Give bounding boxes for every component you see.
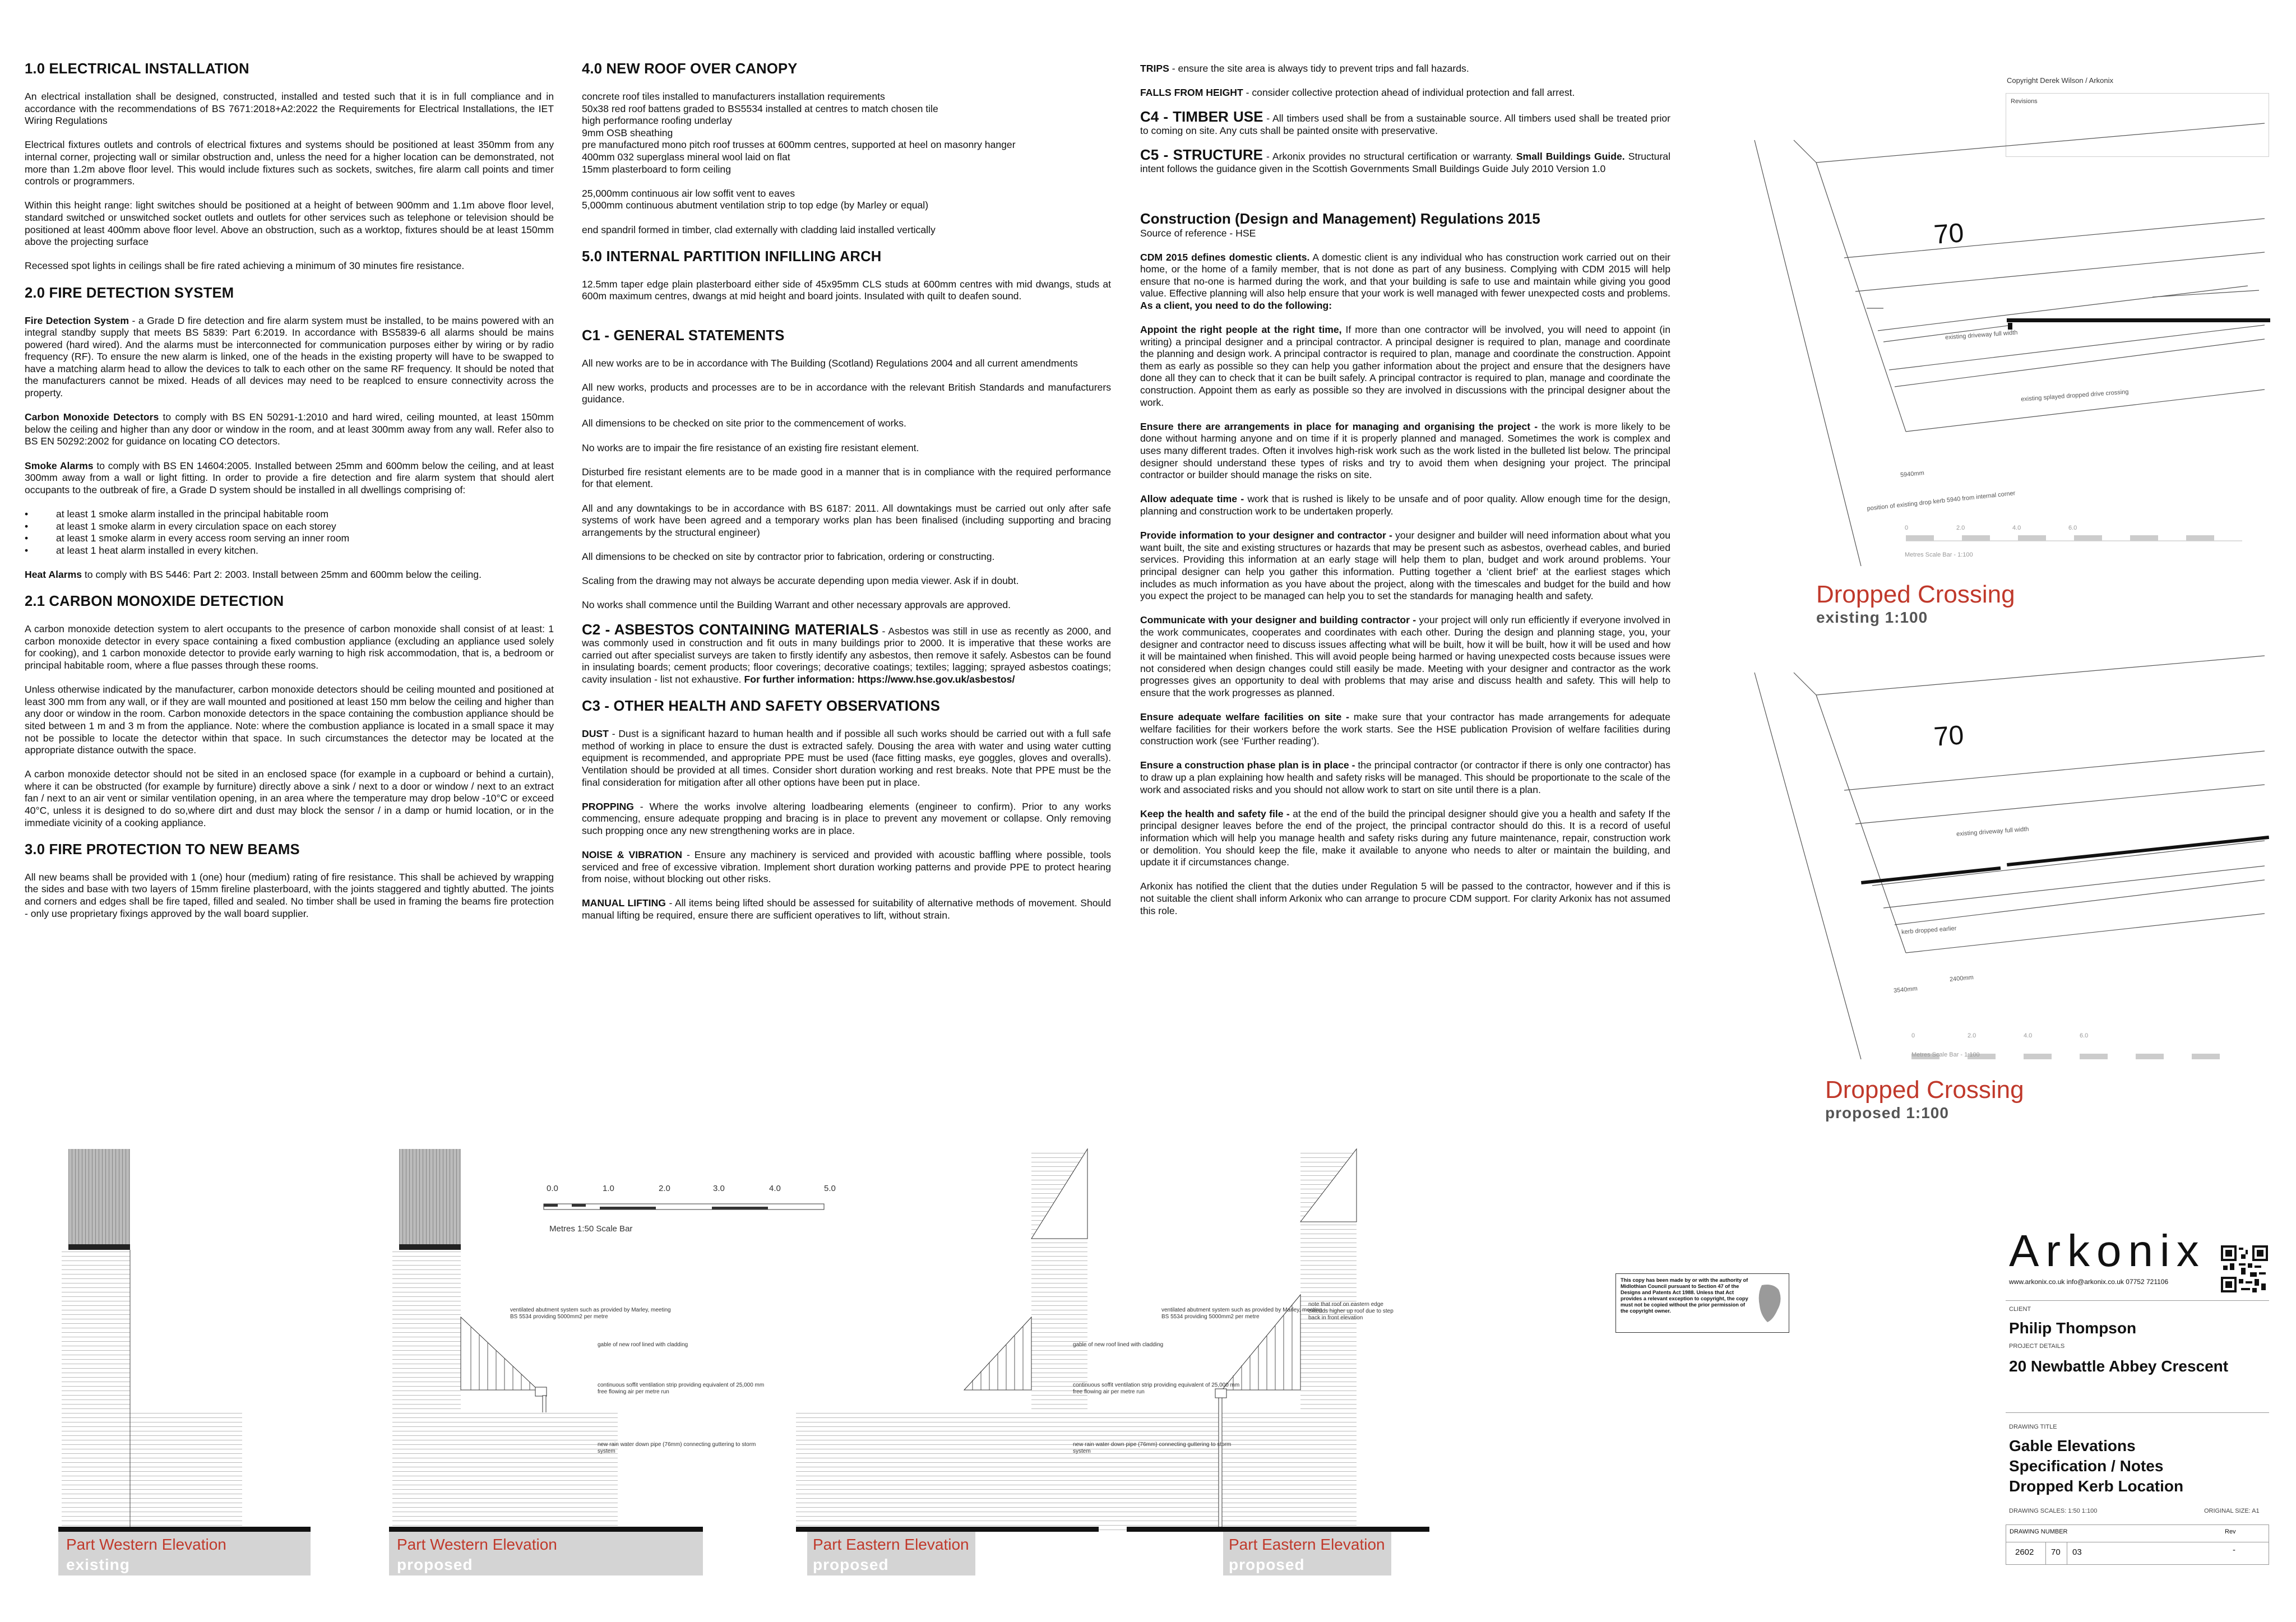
text: - All timbers used shall be from a sustainable source. All timbers used shall be treated prior to coming on site. Any cuts shall be painted onsite with preservative. (1140, 113, 1671, 136)
house-number: 70 (1933, 720, 1965, 752)
lead: MANUAL LIFTING (582, 897, 666, 909)
para: Scaling from the drawing may not always be accurate depending upon media viewer. Ask if in doubt. (582, 575, 1019, 587)
para: Recessed spot lights in ceilings shall be fire rated achieving a minimum of 30 minutes fire resistance. (25, 260, 465, 272)
elevation-subtitle: proposed (397, 1556, 473, 1573)
text: Structural intent follows the guidance given in the Scottish Governments Small Buildings Guide July 2010 Version 1.0 (1140, 151, 1670, 174)
copyright-notice-text: This copy has been made by or with the authority of Midlothian Council pursuant to Section 47 of the Designs and Patents Act 1988. Unless that Act provides a relevant exception to copyright, the copy must not be copied without the prior permission of the copyright owner. (1621, 1277, 1748, 1314)
scale-tick: 5.0 (824, 1184, 836, 1193)
heading-electrical: 1.0 ELECTRICAL INSTALLATION (25, 61, 249, 77)
para: Within this height range: light switches should be positioned at a height of between 900mm and 1.1m above floor level, standard switched or unswitched socket outlets and outlets for other services such as telephone or television should be positioned at least 400mm above floor level. Above an obstruction, such as a worktop, fixtures should be at least 150mm above the projecting surface (25, 200, 554, 248)
text: - consider collective protection ahead of individual protection and fall arrest. (1243, 87, 1575, 99)
scale-tick: 6.0 (2068, 525, 2077, 531)
heading-c5: C5 - STRUCTURE (1140, 146, 1263, 164)
list-item: • at least 1 smoke alarm in every access room serving an inner room (25, 532, 554, 545)
lead: Ensure a construction phase plan is in place - (1140, 759, 1355, 771)
line: concrete roof tiles installed to manufacturers installation requirements (582, 91, 885, 102)
text: A domestic client is any individual who has construction work carried out on their home, or the home of a family member, that is not done as part of any business. Complying with CDM 2015 will help ensure that no-one is harmed during the work, and that your building is safe to use and maintain while giving you good value. Effective planning will also help ensure that your work is well managed with fewer unexpected costs and problems. (1140, 251, 1670, 299)
elevation-subtitle: proposed (813, 1556, 889, 1573)
text: If more than one contractor will be involved, you will need to appoint (in writing) a principal designer and a principal contractor. A principal designer is required to plan, manage and coordinate the planning and design work. A principal contractor is required to plan, manage and coordinate the construction. Appoint them as early as possible so they can help you gather information about the project and ensure that the designers have done all they can to check that it can be built safely. A principal contractor is required to plan, manage and coordinate the construction. Appoint them as early as possible so they are involved in discussions with the principal designer about the work. (1140, 324, 1670, 408)
para: An electrical installation shall be designed, constructed, installed and tested such that it is in full compliance and in accordance with the recommendations of BS 7671:2018+A2:2022 the Requirements for Electrical Installations, the IET Wiring Regulations (25, 91, 554, 127)
contact-details: www.arkonix.co.uk info@arkonix.co.uk 07752 721106 (2009, 1278, 2169, 1286)
elevation-east-proposed-2 (1065, 1149, 1368, 1530)
line: pre manufactured mono pitch roof trusses at 600mm centres, supported at heel on masonry hanger (582, 139, 1016, 151)
drawing-title-label: DRAWING TITLE (2009, 1424, 2057, 1430)
para: All dimensions to be checked on site by contractor prior to fabrication, ordering or constructing. (582, 551, 995, 562)
scale-tick: 0 (1911, 1032, 1915, 1039)
annotation: ventilated abutment system such as provided by Marley, meeting BS 5534 providing 5000mm2 per metre (510, 1307, 671, 1320)
annotation: new rain water down pipe (76mm) connecting guttering to storm system (1073, 1442, 1232, 1454)
para: A carbon monoxide detector should not be sited in an enclosed space (for example in a cupboard or behind a curtain), where it can be obstructed (for example by furniture) directly above a sink / next to a door or window / next to an extract fan / next to an air vent or similar ventilation opening, in an area where the temperature may drop below -10°C or exceed 40°C, unless it is designed to do so,where dirt and dust may block the sensor / in a damp or humid location, or in the immediate vicinity of a cooking appliance. (25, 768, 554, 828)
para (1140, 759, 1670, 796)
scale-bar-label: Metres 1:50 Scale Bar (549, 1224, 633, 1234)
para (1140, 324, 1670, 409)
annotation: ventilated abutment system such as provided by Marley, meeting BS 5534 providing 5000mm2 per metre (1161, 1307, 1322, 1320)
elevation-subtitle: proposed (1229, 1556, 1305, 1573)
para: Unless otherwise indicated by the manufacturer, carbon monoxide detectors should be ceiling mounted and positioned at least 300 mm from any wall, or if they are wall mounted and positioned at least 150 mm below the ceiling and higher than any door or window in the room. Carbon monoxide detectors in the space containing the combustion appliance should be sited between 1 m and 3 m from the appliance. Note: where the combustion appliance is located in a small space it may not be possible to locate the detector within that space. In such circumstances the detector may be located at the appropriate distance outwith the space. (25, 684, 554, 756)
site-plan-proposed (1738, 673, 2276, 1065)
scale-tick: 2.0 (1968, 1032, 1976, 1039)
para (1140, 63, 1670, 75)
lead: Small Buildings Guide. (1516, 151, 1625, 163)
line: 400mm 032 superglass mineral wool laid on flat (582, 151, 790, 163)
list-item: • at least 1 heat alarm installed in every kitchen. (25, 545, 554, 557)
para (1140, 493, 1670, 517)
text: - ensure the site area is always tidy to prevent trips and fall hazards. (1169, 63, 1469, 74)
vent-spec (582, 188, 1111, 212)
drawing-scales: DRAWING SCALES: 1:50 1:100 (2009, 1508, 2098, 1514)
scale-bar-1-50 (544, 1198, 835, 1221)
revision-value: - (2233, 1545, 2235, 1555)
text: - Where the works involve altering loadbearing elements (engineer to confirm). Prior to any works commencing, ensure adequate propping and bracing is in place to prevent any movement or collapse. Only removing such propping once any new strengthening works are in place. (582, 800, 1111, 836)
heading-c1: C1 - GENERAL STATEMENTS (582, 327, 785, 344)
qr-code-icon (2221, 1245, 2268, 1292)
site-label: existing driveway full width (1945, 329, 2018, 341)
drawing-number-part: 70 (2051, 1547, 2061, 1557)
client-name: Philip Thompson (2009, 1319, 2137, 1337)
scale-tick: 4.0 (2012, 525, 2021, 531)
text: - Dust is a significant hazard to human health and if possible all such works should be carried out with a full safe method of working in place to ensure the dust is extracted safely. Dousing the area with water and using water cutting equipment is recommended, and appropriate PPE must be used (face fitting masks, eye goggles, gloves and overalls). Ventilation should be provided at all times. Consider short duration working and rest breaks. Note that PPE must be the final consideration for mitigation after all other options have been put in place. (582, 728, 1111, 788)
revisions-label: Revisions (2011, 98, 2038, 105)
text: work that is rushed is likely to be unsafe and of poor quality. Allow enough time for the design, planning and construction work to be undertaken properly. (1140, 493, 1670, 517)
roof-spec (582, 91, 1111, 175)
para (1140, 252, 1670, 312)
heading-cdm: Construction (Design and Management) Regulations 2015 (1140, 210, 1540, 227)
annotation: continuous soffit ventilation strip providing equivalent of 25,000 mm free flowing air per metre run (1073, 1382, 1240, 1395)
lead: As a client, you need to do the following: (1140, 299, 1332, 311)
lead: Appoint the right people at the right time, (1140, 324, 1342, 336)
para: No works are to impair the fire resistance of an existing fire resistant element. (582, 442, 919, 453)
scale-tick: 2.0 (1956, 525, 1965, 531)
para (1140, 614, 1670, 699)
para: A carbon monoxide detection system to alert occupants to the presence of carbon monoxide shall consist of at least: 1 carbon monoxide detector in every space containing a fixed combustion appliance (excluding an appliance used solely for cooking), and 1 carbon monoxide detector to provide early warning to high risk accommodation, that is, a bedroom or principal habitable room, where a flue passes through these rooms. (25, 623, 554, 671)
lead: Ensure adequate welfare facilities on site - (1140, 711, 1350, 723)
para: All dimensions to be checked on site prior to the commencement of works. (582, 418, 906, 429)
scale-tick: 0 (1905, 525, 1909, 531)
elevation-title: Part Eastern Elevation (813, 1536, 969, 1553)
lead: DUST (582, 728, 609, 740)
para (25, 460, 554, 497)
list-item: • at least 1 smoke alarm in every circulation space on each storey (25, 521, 554, 533)
heading-co-detection: 2.1 CARBON MONOXIDE DETECTION (25, 594, 284, 610)
heading-fire-beams: 3.0 FIRE PROTECTION TO NEW BEAMS (25, 841, 300, 858)
lead: Smoke Alarms (25, 460, 94, 471)
line: 50x38 red roof battens graded to BS5534 installed at centres to match chosen tile (582, 103, 938, 114)
site-plan-existing (1738, 140, 2276, 566)
para: Electrical fixtures outlets and controls of electrical fixtures and systems should be positioned at least 350mm from any internal corner, projecting wall or similar obstruction and, unless the need for a higher location can be demonstrated, not more than 1.2m above floor level. This would include fixtures such as sockets, switches, fire alarm call points and timer controls or programmers. (25, 139, 554, 187)
lead: Provide information to your designer and contractor - (1140, 530, 1392, 541)
drawing-title-line: Dropped Kerb Location (2009, 1477, 2184, 1495)
elevation-subtitle: existing (66, 1556, 130, 1573)
para (25, 411, 554, 448)
text: - Ensure any machinery is serviced and provided with acoustic baffling where possible, tools serviced and free of excessive vibration. Implement short duration working patterns and provide PPE to protect hearing from noise, without blocking out other risks. (582, 849, 1111, 885)
council-crest-icon (1756, 1283, 1783, 1323)
elevation-west-existing (62, 1149, 297, 1530)
elevation-title: Part Eastern Elevation (1229, 1536, 1385, 1553)
drawing-number-part: 03 (2072, 1547, 2082, 1557)
arkonix-logo: Arkonix (2009, 1226, 2206, 1276)
scale-tick: 6.0 (2080, 1032, 2089, 1039)
text: make sure that your contractor has made arrangements for adequate welfare facilities for their workers before the work starts. See the HSE publication Provision of welfare facilities during construction work (see ‘Further reading’). (1140, 711, 1670, 747)
para: No works shall commence until the Building Warrant and other necessary approvals are approved. (582, 599, 1011, 611)
project-label: PROJECT DETAILS (2009, 1343, 2065, 1350)
asbestos-link[interactable]: For further information: https://www.hse.gov.uk/asbestos/ (744, 673, 1015, 685)
heading-fire-detection: 2.0 FIRE DETECTION SYSTEM (25, 285, 234, 301)
para (1140, 808, 1670, 869)
lead: Fire Detection System (25, 314, 129, 326)
para: All new beams shall be provided with 1 (one) hour (medium) rating of fire resistance. This shall be achieved by wrapping the sides and base with two layers of 15mm fireline plasterboard, with the joints staggered and tightly abutted. The joints and corners and edges shall be fire taped, filled and sealed. No timber shall be used in framing the beams fire protection - only use proprietary fixings approved by the wall board supplier. (25, 871, 554, 919)
line: 25,000mm continuous air low soffit vent to eaves (582, 187, 795, 199)
dropped-crossing-existing-subtitle: existing 1:100 (1816, 609, 1928, 626)
para: 12.5mm taper edge plain plasterboard either side of 45x95mm CLS studs at 600mm centres with mid dwangs, studs at 600m maximum centres, dwangs at mid height and board joints. Insulated with quilt to deafen sound. (582, 278, 1111, 302)
copyright-notice-box (1615, 1273, 1789, 1333)
scale-tick: 0.0 (547, 1184, 558, 1193)
lead: NOISE & VIBRATION (582, 849, 682, 861)
text: - a Grade D fire detection and fire alarm system must be installed, to be mains powered with an integral standby supply that meets BS 5839: Part 6:2019. In accordance with BS5839-6 all alarms should be mains powered (hard wired). And the alarms must be interconnected for communication purposes either by wiring or by radio frequency (RF). To ensure the new alarm is linked, one of the heads in the existing property will have to be swapped to have a matching alarm head to allow the devices to talk to each other on the same RF frequency. It should be noted that the manufacturers cannot be mixed. Heads of all devices may need to be reaplced to ensure connectivity across the property. (25, 314, 554, 399)
lead: TRIPS (1140, 63, 1169, 74)
house-number: 70 (1933, 218, 1965, 250)
lead: PROPPING (582, 800, 634, 812)
line: 5,000mm continuous abutment ventilation strip to top edge (by Marley or equal) (582, 200, 929, 211)
project-address: 20 Newbattle Abbey Crescent (2009, 1357, 2229, 1375)
drawing-number-label: DRAWING NUMBER (2010, 1528, 2068, 1535)
para: All new works, products and processes are to be in accordance with the relevant British Standards and manufacturers guidance. (582, 381, 1111, 405)
text: to comply with BS 5446: Part 2: 2003. Install between 25mm and 600mm below the ceiling. (82, 568, 482, 580)
client-label: CLIENT (2009, 1306, 2031, 1313)
para (1140, 530, 1670, 603)
line: 15mm plasterboard to form ceiling (582, 163, 731, 175)
lead: FALLS FROM HEIGHT (1140, 87, 1243, 99)
annotation: new rain water down pipe (76mm) connecting guttering to storm system (598, 1442, 756, 1454)
para (1140, 108, 1671, 137)
site-label: existing splayed dropped drive crossing (2020, 388, 2129, 403)
text: your project will only run efficiently if everyone involved in the work communicates, cooperates and coordinates with each other. During the design and planning stage, you, your designer and contractor need to discuss issues affecting what will be built, how it will be built, how it will be used and how it will be maintained when finished. This will avoid people being harmed or having unexpected costs because issues were not considered when design changes could still easily be made. Meeting with your designer and contractor as the work progresses gives an opportunity to deal with problems that may arise and discuss health and safety. This will help to ensure that the work progresses as planned. (1140, 614, 1670, 698)
para (1140, 87, 1670, 99)
para: end spandril formed in timber, clad externally with cladding laid installed vertically (582, 224, 936, 235)
lead: Ensure there are arrangements in place for managing and organising the project - (1140, 420, 1538, 432)
scale-tick: 4.0 (2024, 1032, 2033, 1039)
heading-partition: 5.0 INTERNAL PARTITION INFILLING ARCH (582, 248, 882, 265)
text: - Asbestos was still in use as recently as 2000, and was commonly used in construction and fit outs in many buildings prior to 2000. It is imperative that these works are carried out after specialist surveys are taken to firstly identify any asbestos, then remove it safely. Asbestos can be found in insulating boards; cement products; floor coverings; decorative coatings; textiles; lagging; sprayed asbestos coatings; cavity insulation - list not exhaustive. (582, 625, 1111, 685)
para (582, 849, 1111, 886)
annotation: note that roof on eastern edge extends higher up roof due to step back in front elevation (1308, 1301, 1394, 1321)
text: at the end of the build the principal designer should give you a health and safety If the principal designer leaves before the end of the project, the principal contractor should do this. It is a record of useful information which will help you manage health and safety risks during any future maintenance, repair, construction work or demolition. You should keep the file, make it available to anyone who needs to alter or maintain the building, and update it if circumstances change. (1140, 808, 1670, 868)
notes-column-1 (25, 61, 554, 932)
annotation: continuous soffit ventilation strip providing equivalent of 25,000 mm free flowing air per metre run (598, 1382, 765, 1395)
text: the principal contractor (or contractor if there is only one contractor) has to draw up a plan explaining how health and safety risks will be managed. This should be proportionate to the scale of the work and associated risks and you should not allow work to start on site until there is a plan. (1140, 759, 1670, 795)
para: Arkonix has notified the client that the duties under Regulation 5 will be passed to the contractor, however and if this is not suitable the client shall inform Arkonix who can arrange to procure CDM support. For clarity Arkonix has not assumed this role. (1140, 880, 1670, 916)
site-label: 5940mm (1900, 470, 1925, 479)
para (1140, 146, 1670, 175)
elevation-east-proposed-1 (796, 1149, 1099, 1530)
lead: Allow adequate time - (1140, 493, 1244, 505)
para (1140, 711, 1670, 748)
lead: Keep the health and safety file - (1140, 808, 1290, 819)
drawing-title-line: Gable Elevations (2009, 1437, 2136, 1454)
site-label: position of existing drop kerb 5940 from internal corner (1867, 490, 2016, 512)
para (25, 569, 554, 581)
rev-label: Rev (2225, 1528, 2236, 1535)
para (582, 620, 1111, 686)
line: 9mm OSB sheathing (582, 127, 673, 138)
site-label: 2400mm (1949, 974, 1974, 983)
dropped-crossing-existing-title: Dropped Crossing (1816, 581, 2015, 608)
heading-roof: 4.0 NEW ROOF OVER CANOPY (582, 61, 798, 77)
site-label: 3540mm (1893, 985, 1918, 994)
list-item: • at least 1 smoke alarm installed in the principal habitable room (25, 508, 554, 521)
drawing-number-part: 2602 (2015, 1547, 2034, 1557)
elevation-title: Part Western Elevation (66, 1536, 226, 1553)
lead: CDM 2015 defines domestic clients. (1140, 251, 1310, 263)
para (25, 315, 554, 400)
para: All new works are to be in accordance with The Building (Scotland) Regulations 2004 and all current amendments (582, 357, 1078, 369)
drawing-number-box (2006, 1524, 2269, 1565)
notes-column-2 (582, 61, 1111, 934)
scale-tick: 2.0 (659, 1184, 670, 1193)
para (582, 728, 1111, 789)
heading-c4: C4 - TIMBER USE (1140, 108, 1263, 126)
heading-c2: C2 - ASBESTOS CONTAINING MATERIALS (582, 620, 879, 638)
site-label: kerb dropped earlier (1901, 925, 1957, 936)
para: Disturbed fire resistant elements are to be made good in a manner that is in compliance with the required performance for that element. (582, 466, 1111, 490)
elevation-title: Part Western Elevation (397, 1536, 557, 1553)
scale-label: Metres Scale Bar - 1:100 (1911, 1051, 1980, 1058)
text: - All items being lifted should be assessed for suitability of alternative methods of movement. Should manual lifting be required, ensure there are sufficient operatives to lift, without strain. (582, 897, 1111, 921)
lead: Carbon Monoxide Detectors (25, 411, 159, 423)
para (582, 801, 1111, 837)
annotation: gable of new roof lined with cladding (1073, 1342, 1164, 1348)
annotation: gable of new roof lined with cladding (598, 1342, 688, 1348)
source: Source of reference - HSE (1140, 227, 1256, 239)
scale-tick: 1.0 (603, 1184, 614, 1193)
text: your designer and builder will need information about what you want built, the site and existing structures or hazards that may be present such as asbestos, overhead cables, and buried services. Providing this information at an early stage will help them to plan, budget and work around problems. Your principal designer can help you gather this information. Putting together a ‘client brief’ at the earliest stages which includes as much information as you have about the project, along with the timescales and budget for the build and how you expect the project to be managed can help you to set the standards for managing health and safety. (1140, 530, 1670, 602)
lead: Heat Alarms (25, 568, 82, 580)
notes-column-3 (1140, 63, 1670, 929)
text: - Arkonix provides no structural certification or warranty. (1262, 151, 1516, 163)
copyright-note: Copyright Derek Wilson / Arkonix (2007, 76, 2114, 85)
dropped-crossing-proposed-title: Dropped Crossing (1825, 1076, 2024, 1104)
para (582, 897, 1111, 921)
site-label: existing driveway full width (1956, 826, 2029, 838)
drawing-title-line: Specification / Notes (2009, 1457, 2164, 1475)
para: All and any downtakings to be in accordance with BS 6187: 2011. All downtakings must be carried out only after safe systems of work have been agreed and a temporary works plan has been finalised (including supporting and bracing arrangements by the structural engineer) (582, 502, 1111, 538)
lead: Communicate with your designer and building contractor - (1140, 614, 1417, 626)
scale-tick: 3.0 (713, 1184, 725, 1193)
original-size: ORIGINAL SIZE: A1 (2204, 1508, 2260, 1514)
para (1140, 421, 1670, 481)
dropped-crossing-proposed-subtitle: proposed 1:100 (1825, 1104, 1949, 1122)
alarm-list (25, 508, 554, 557)
scale-tick: 4.0 (769, 1184, 781, 1193)
line: high performance roofing underlay (582, 115, 732, 127)
text: to comply with BS EN 14604:2005. Installed between 25mm and 600mm below the ceiling, and at least 300mm away from a wall or light fitting. In order to provide a fire detection and fire alarm system that should alert occupants to the outbreak of fire, a Grade D system should be installed in all dwellings comprising of: (25, 460, 554, 495)
text: to comply with BS EN 50291-1:2010 and hard wired, ceiling mounted, at least 150mm below the ceiling and higher than any door or window in the room, and at least 300mm away from any wall. Refer also to BS EN 50292:2002 for guidance on locating CO detectors. (25, 411, 554, 447)
text: the work is more likely to be done without harming anyone and on time if it is properly planned and managed. Sometimes the work is complex and uses many different trades. Often it involves high-risk work such as the work listed in the bulleted list below. The principal designer should understand these types of risks and try to avoid them when designing your project. The principal contractor or builder should manage the risks on site. (1140, 420, 1670, 481)
scale-label: Metres Scale Bar - 1:100 (1905, 552, 1973, 558)
heading-c3: C3 - OTHER HEALTH AND SAFETY OBSERVATIONS (582, 698, 941, 715)
